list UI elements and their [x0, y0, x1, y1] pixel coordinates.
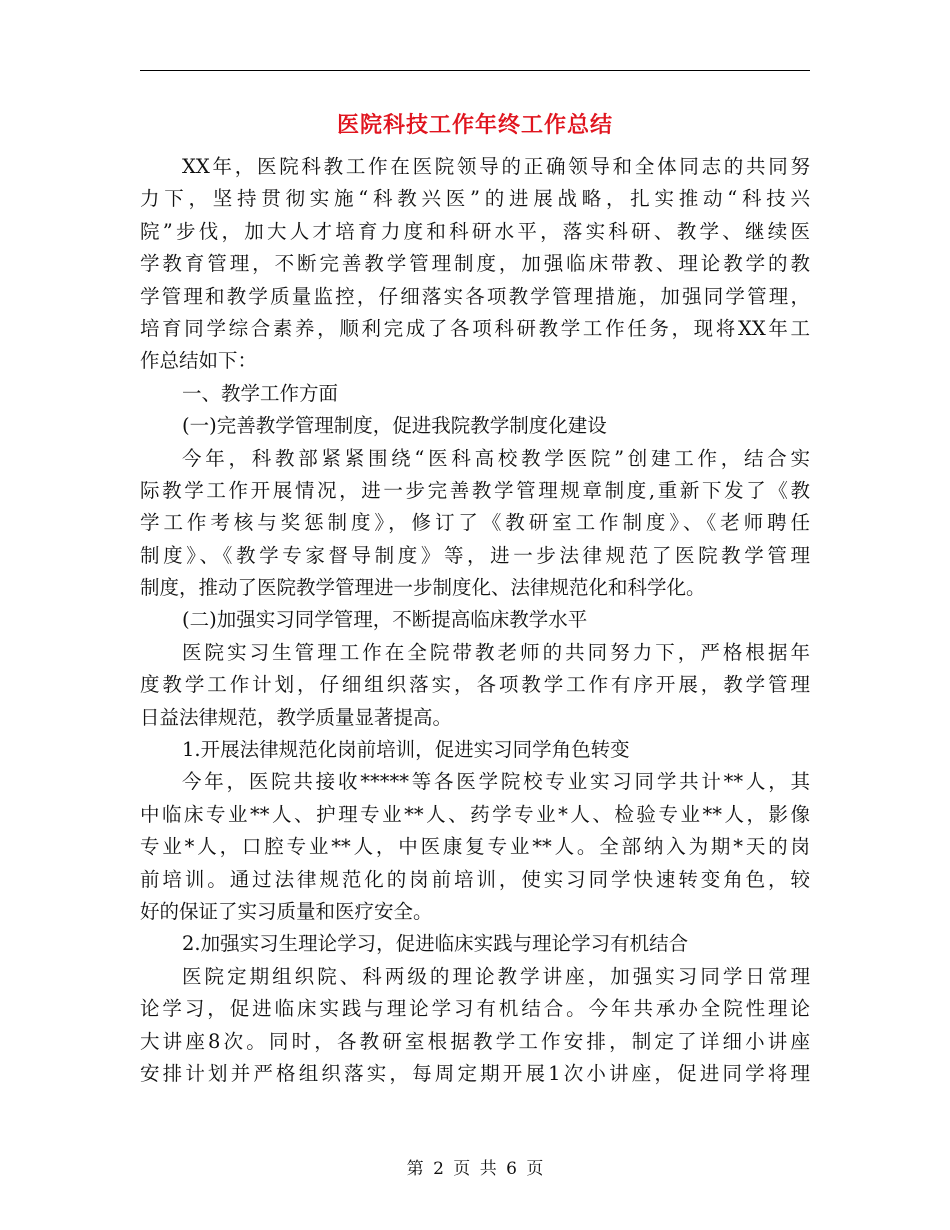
text-line: 医院实习生管理工作在全院带教老师的共同努力下，严格根据年 — [182, 640, 810, 664]
text-line: 1.开展法律规范化岗前培训，促进实习同学角色转变 — [182, 738, 630, 762]
text-line: 今年，医院共接收*****等各医学院校专业实习同学共计**人，其 — [182, 770, 810, 794]
text-line: 制度》、《教学专家督导制度》等，进一步法律规范了医院教学管理 — [140, 543, 810, 567]
text-line: 今年，科教部紧紧围绕“医科高校教学医院”创建工作，结合实 — [182, 446, 810, 470]
text-line: 专业*人，口腔专业**人，中医康复专业**人。全部纳入为期*天的岗 — [140, 835, 810, 859]
text-line: 院”步伐，加大人才培育力度和科研水平，落实科研、教学、继续医 — [140, 219, 810, 243]
text-line: 度教学工作计划，仔细组织落实，各项教学工作有序开展，教学管理 — [140, 673, 810, 697]
text-line: 作总结如下： — [140, 349, 258, 373]
text-line: 力下，坚持贯彻实施“科教兴医”的进展战略，扎实推动“科技兴 — [140, 187, 810, 211]
text-line: 一、教学工作方面 — [182, 381, 339, 405]
text-line: 培育同学综合素养，顺利完成了各项科研教学工作任务，现将XX年工 — [140, 316, 810, 340]
document-title: 医院科技工作年终工作总结 — [336, 112, 613, 138]
text-line: 好的保证了实习质量和医疗安全。 — [140, 899, 433, 923]
header-rule — [140, 70, 810, 71]
text-line: 大讲座8次。同时，各教研室根据教学工作安排，制定了详细小讲座 — [140, 1029, 810, 1053]
text-line: (二)加强实习同学管理，不断提高临床教学水平 — [182, 608, 588, 632]
text-line: 日益法律规范，教学质量显著提高。 — [140, 705, 453, 729]
text-line: XX年，医院科教工作在医院领导的正确领导和全体同志的共同努 — [182, 155, 810, 178]
text-line: 学工作考核与奖惩制度》，修订了《教研室工作制度》、《老师聘任 — [140, 511, 810, 535]
page-number: 第 2 页 共 6 页 — [406, 1159, 544, 1179]
text-line: 中临床专业**人、护理专业**人、药学专业*人、检验专业**人，影像 — [140, 802, 810, 826]
text-line: 2.加强实习生理论学习，促进临床实践与理论学习有机结合 — [182, 932, 689, 956]
text-line: 医院定期组织院、科两级的理论教学讲座，加强实习同学日常理 — [182, 964, 810, 988]
text-line: 安排计划并严格组织落实，每周定期开展1次小讲座，促进同学将理 — [140, 1061, 810, 1085]
text-line: (一)完善教学管理制度，促进我院教学制度化建设 — [182, 414, 607, 438]
text-line: 论学习，促进临床实践与理论学习有机结合。今年共承办全院性理论 — [140, 997, 810, 1021]
text-line: 前培训。通过法律规范化的岗前培训，使实习同学快速转变角色，较 — [140, 867, 810, 891]
text-line: 际教学工作开展情况，进一步完善教学管理规章制度,重新下发了《教 — [140, 478, 810, 502]
text-line: 学教育管理，不断完善教学管理制度，加强临床带教、理论教学的教 — [140, 252, 810, 276]
document-body — [140, 151, 810, 1090]
text-line: 学管理和教学质量监控，仔细落实各项教学管理措施，加强同学管理， — [140, 284, 810, 308]
text-line: 制度，推动了医院教学管理进一步制度化、法律规范化和科学化。 — [140, 576, 706, 600]
